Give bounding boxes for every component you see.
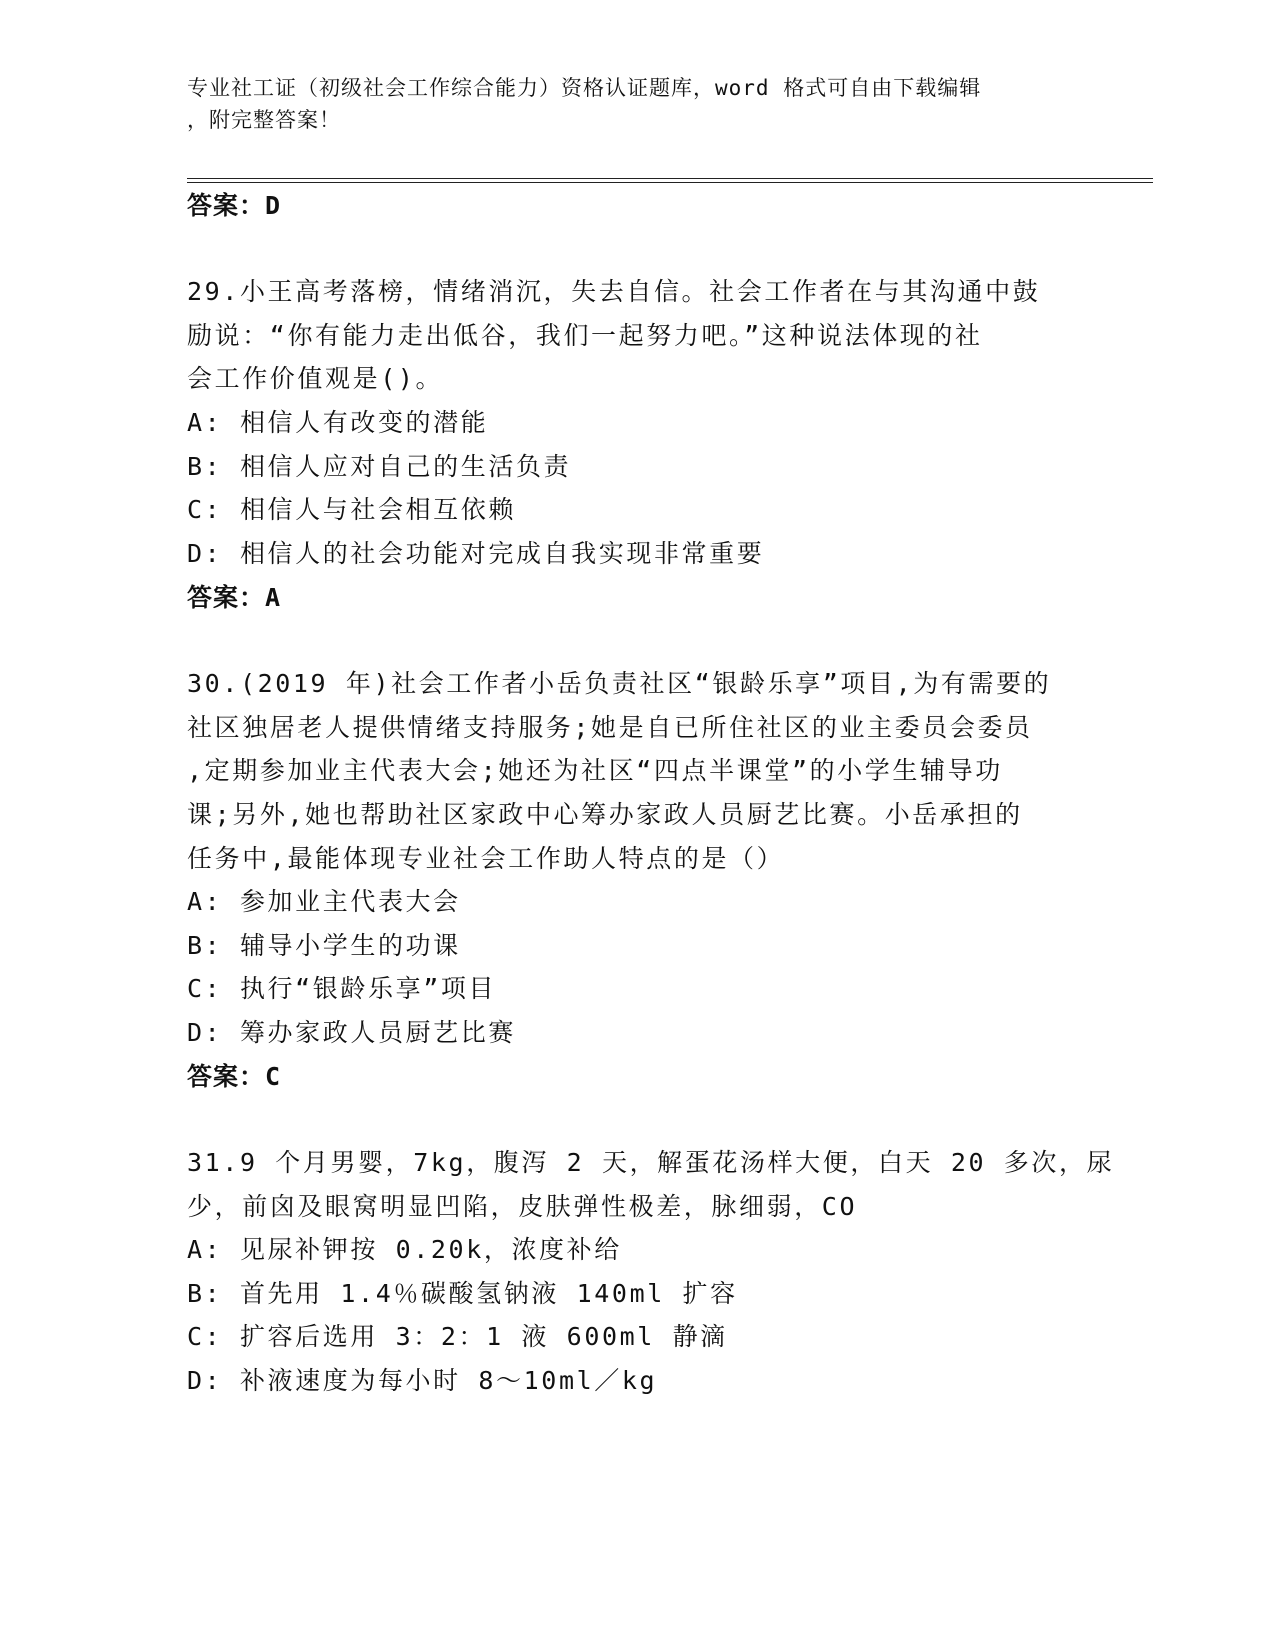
header-line-2: ，附完整答案！ — [187, 108, 341, 132]
q30-answer: 答案：C — [187, 1062, 282, 1091]
page-header — [187, 72, 1087, 136]
q29-answer: 答案：A — [187, 583, 282, 612]
q30-option-c: C: 执行“银龄乐享”项目 — [187, 974, 497, 1003]
q29-option-b: B: 相信人应对自己的生活负责 — [187, 452, 572, 481]
header-line-1: 专业社工证（初级社会工作综合能力）资格认证题库，word 格式可自由下载编辑 — [187, 76, 982, 100]
q29-option-c: C: 相信人与社会相互依赖 — [187, 495, 516, 524]
q30-option-b: B: 辅导小学生的功课 — [187, 931, 461, 960]
q29-line-2: 励说：“你有能力走出低谷，我们一起努力吧。”这种说法体现的社 — [187, 321, 983, 350]
q30-line-2: 社区独居老人提供情绪支持服务;她是自已所住社区的业主委员会委员 — [187, 713, 1033, 742]
q30-line-1: 30.(2019 年)社会工作者小岳负责社区“银龄乐享”项目,为有需要的 — [187, 669, 1052, 698]
q31-option-a: A: 见尿补钾按 0.20k，浓度补给 — [187, 1235, 622, 1264]
q29-line-1: 29.小王高考落榜，情绪消沉，失去自信。社会工作者在与其沟通中鼓 — [187, 277, 1041, 306]
q29-option-a: A: 相信人有改变的潜能 — [187, 408, 489, 437]
q30-option-a: A: 参加业主代表大会 — [187, 887, 461, 916]
header-rule-top — [187, 178, 1153, 179]
header-rule-bottom — [187, 182, 1153, 183]
q31-option-c: C: 扩容后选用 3：2：1 液 600ml 静滴 — [187, 1322, 728, 1351]
q29-option-d: D: 相信人的社会功能对完成自我实现非常重要 — [187, 539, 765, 568]
q29-line-3: 会工作价值观是()。 — [187, 364, 444, 393]
answer-prev: 答案：D — [187, 191, 282, 220]
q30-line-3: ,定期参加业主代表大会;她还为社区“四点半课堂”的小学生辅导功 — [187, 756, 1003, 785]
q31-option-d: D: 补液速度为每小时 8～10ml／kg — [187, 1366, 658, 1395]
q31-line-1: 31.9 个月男婴，7kg，腹泻 2 天，解蛋花汤样大便，白天 20 多次，尿 — [187, 1148, 1115, 1177]
q30-line-5: 任务中,最能体现专业社会工作助人特点的是（） — [187, 844, 785, 873]
q30-line-4: 课;另外,她也帮助社区家政中心筹办家政人员厨艺比赛。小岳承担的 — [187, 800, 1023, 829]
q31-line-2: 少，前囟及眼窝明显凹陷，皮肤弹性极差，脉细弱，CO — [187, 1192, 858, 1221]
q31-option-b: B: 首先用 1.4％碳酸氢钠液 140ml 扩容 — [187, 1279, 738, 1308]
q30-option-d: D: 筹办家政人员厨艺比赛 — [187, 1018, 516, 1047]
